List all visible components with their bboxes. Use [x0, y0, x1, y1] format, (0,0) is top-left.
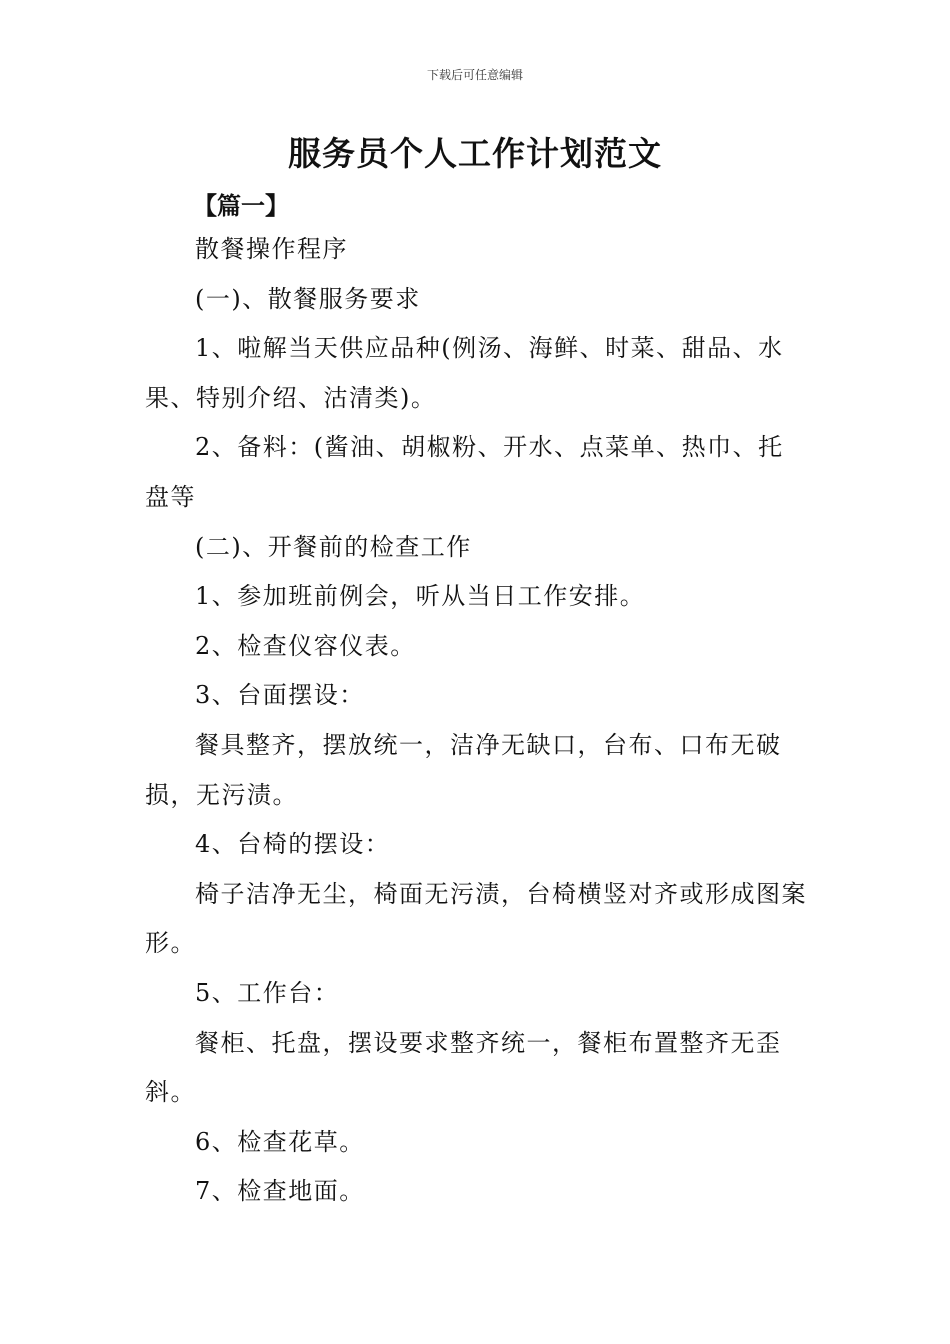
- paragraph: (一)、散餐服务要求: [195, 284, 421, 313]
- paragraph: 3、台面摆设：: [195, 681, 365, 710]
- header-note: 下载后可任意编辑: [426, 68, 523, 82]
- paragraph: 餐具整齐，摆放统一，洁净无缺口，台布、口布无破损，无污渍。: [145, 730, 782, 809]
- paragraph: 5、工作台：: [195, 978, 340, 1007]
- paragraph: 2、检查仪容仪表。: [195, 631, 416, 660]
- section-tag: 【篇一】: [193, 192, 289, 220]
- paragraph: 1、参加班前例会，听从当日工作安排。: [195, 582, 646, 611]
- document-title: 服务员个人工作计划范文: [288, 134, 662, 173]
- paragraph: 餐柜、托盘，摆设要求整齐统一，餐柜布置整齐无歪斜。: [145, 1028, 782, 1107]
- paragraph: 散餐操作程序: [195, 235, 348, 263]
- paragraph: 1、啦解当天供应品种(例汤、海鲜、时菜、甜品、水果、特别介绍、沽清类)。: [145, 334, 784, 412]
- paragraph: 椅子洁净无尘，椅面无污渍，台椅横竖对齐或形成图案形。: [145, 879, 807, 958]
- paragraph: 7、检查地面。: [195, 1177, 365, 1206]
- paragraph: 2、备料：(酱油、胡椒粉、开水、点菜单、热巾、托盘等: [145, 433, 784, 511]
- paragraph: 6、检查花草。: [195, 1127, 365, 1156]
- paragraph: 4、台椅的摆设：: [195, 830, 391, 859]
- paragraph: (二)、开餐前的检查工作: [195, 532, 472, 561]
- document-body: [145, 225, 807, 1217]
